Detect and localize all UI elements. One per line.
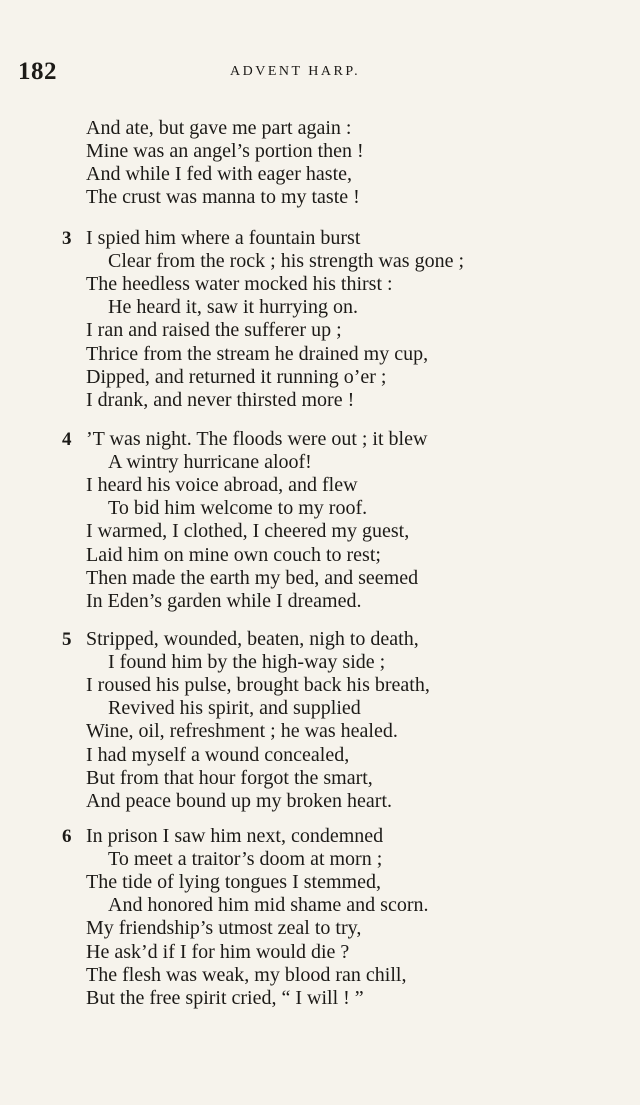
verse-line: I heard his voice abroad, and flew (86, 474, 358, 497)
verse-line: The crust was manna to my taste ! (86, 186, 360, 209)
verse-line: Thrice from the stream he drained my cup, (86, 342, 429, 365)
verse-line: To meet a traitor’s doom at morn ; (108, 848, 383, 871)
verse-line: And ate, but gave me part again : (86, 117, 352, 139)
verse-line: And honored him mid shame and scorn. (108, 894, 429, 917)
verse-line: He heard it, saw it hurrying on. (108, 296, 358, 319)
verse-line: He ask’d if I for him would die ? (86, 940, 350, 963)
verse-line: I roused his pulse, brought back his breath, (86, 674, 430, 697)
running-head: ADVENT HARP. (230, 64, 361, 79)
verse-line: I drank, and never thirsted more ! (86, 388, 355, 411)
verse-line: Mine was an angel’s portion then ! (86, 140, 364, 163)
verse-line: But the free spirit cried, “ I will ! ” (86, 986, 364, 1009)
verse-line: ’T was night. The floods were out ; it blew (86, 428, 428, 450)
page-number: 182 (18, 58, 57, 85)
verse-line: My friendship’s utmost zeal to try, (86, 917, 362, 940)
verse-line: Then made the earth my bed, and seemed (86, 566, 419, 589)
stanza-number: 4 (62, 429, 72, 450)
verse-line: I spied him where a fountain burst (86, 227, 361, 249)
verse-line: The tide of lying tongues I stemmed, (86, 871, 381, 894)
stanza-number: 6 (62, 826, 72, 847)
verse-line: Stripped, wounded, beaten, nigh to death, (86, 628, 419, 650)
verse-line: But from that hour forgot the smart, (86, 766, 373, 789)
verse-line: In prison I saw him next, condemned (86, 825, 384, 847)
verse-line: I found him by the high-way side ; (108, 651, 386, 674)
verse-line: And peace bound up my broken heart. (86, 789, 393, 812)
verse-line: In Eden’s garden while I dreamed. (86, 589, 362, 612)
stanza-number: 5 (62, 629, 72, 650)
verse-line: The heedless water mocked his thirst : (86, 273, 393, 296)
verse-line: Revived his spirit, and supplied (108, 697, 361, 720)
verse-line: The flesh was weak, my blood ran chill, (86, 963, 407, 986)
verse-line: I warmed, I clothed, I cheered my guest, (86, 520, 410, 543)
verse-line: Laid him on mine own couch to rest; (86, 543, 381, 566)
stanza-number: 3 (62, 228, 72, 249)
verse-line: I ran and raised the sufferer up ; (86, 319, 342, 342)
verse-line: A wintry hurricane aloof! (108, 451, 312, 474)
verse-line: To bid him welcome to my roof. (108, 497, 368, 520)
verse-line: And while I fed with eager haste, (86, 163, 353, 186)
verse-line: I had myself a wound concealed, (86, 743, 350, 766)
verse-line: Wine, oil, refreshment ; he was healed. (86, 720, 398, 743)
verse-line: Clear from the rock ; his strength was gone ; (108, 250, 465, 273)
verse-line: Dipped, and returned it running o’er ; (86, 365, 387, 388)
